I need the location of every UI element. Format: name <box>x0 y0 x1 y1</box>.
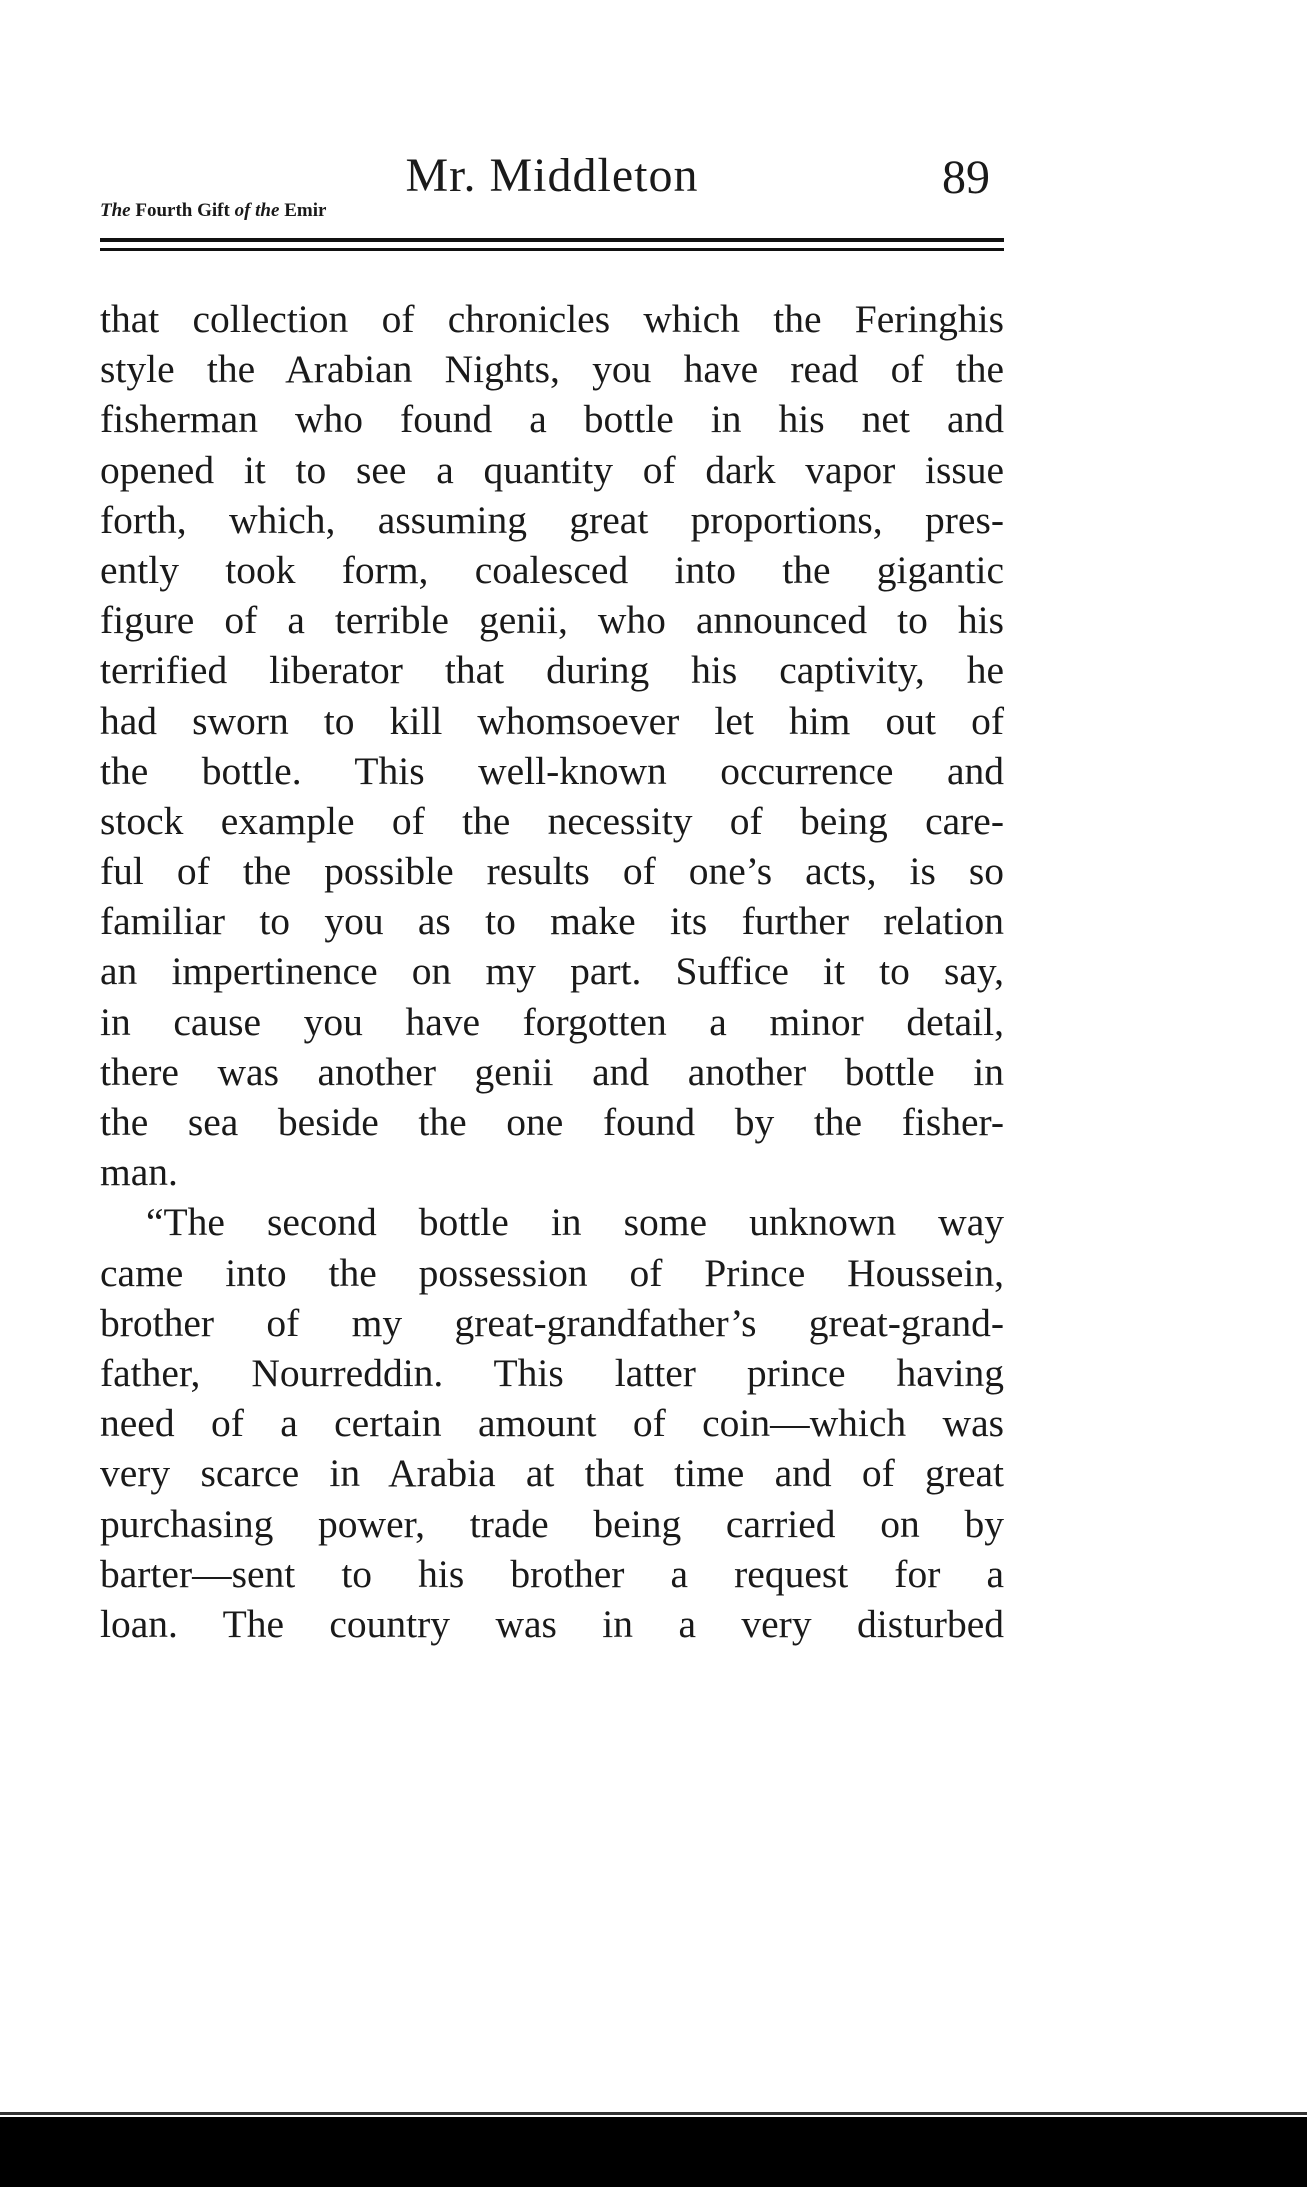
text-line: ently took form, coalesced into the gigantic <box>100 547 1004 592</box>
text-line: stock example of the necessity of being care- <box>100 798 1004 843</box>
header-rule-bottom <box>100 248 1004 251</box>
text-line: man. <box>100 1150 178 1195</box>
text-line: ful of the possible results of one’s acts, is so <box>100 849 1004 894</box>
text-line: terrified liberator that during his captivity, he <box>100 648 1004 693</box>
text-line: in cause you have forgotten a minor detail, <box>100 999 1004 1044</box>
page-number: 89 <box>942 151 990 204</box>
running-head <box>100 140 1004 220</box>
section-title <box>100 200 326 222</box>
text-line: brother of my great-grandfather’s great-grand- <box>100 1300 1004 1345</box>
text-line: opened it to see a quantity of dark vapor issue <box>100 447 1004 492</box>
scan-edge-rule <box>0 2112 1307 2115</box>
text-line: “The second bottle in some unknown way <box>146 1200 1004 1245</box>
header-rule-top <box>100 238 1004 242</box>
text-line: very scarce in Arabia at that time and of great <box>100 1451 1004 1496</box>
text-line: figure of a terrible genii, who announced to his <box>100 598 1004 643</box>
text-line: father, Nourreddin. This latter prince having <box>100 1350 1004 1395</box>
text-line: came into the possession of Prince Houssein, <box>100 1250 1004 1295</box>
section-title-of-the: of the <box>234 200 280 221</box>
section-title-the: The <box>100 200 131 221</box>
text-line: that collection of chronicles which the Feringhis <box>100 297 1004 341</box>
scan-bottom-edge <box>0 2117 1307 2187</box>
text-line: an impertinence on my part. Suffice it to say, <box>100 949 1004 994</box>
text-line: the sea beside the one found by the fisher- <box>100 1100 1004 1144</box>
text-line: familiar to you as to make its further relation <box>100 899 1004 944</box>
text-line: had sworn to kill whomsoever let him out of <box>100 698 1004 743</box>
text-line: purchasing power, trade being carried on by <box>100 1501 1004 1546</box>
text-line: forth, which, assuming great proportions, pres- <box>100 497 1004 542</box>
text-line: there was another genii and another bottle in <box>100 1049 1004 1094</box>
text-line: loan. The country was in a very disturbed <box>100 1601 1004 1646</box>
text-line: barter—sent to his brother a request for a <box>100 1551 1004 1596</box>
text-line: the bottle. This well-known occurrence and <box>100 748 1004 793</box>
section-title-emir: Emir <box>279 200 327 221</box>
text-line: style the Arabian Nights, you have read of the <box>100 347 1004 392</box>
book-title: Mr. Middleton <box>405 149 699 202</box>
text-line: need of a certain amount of coin—which was <box>100 1401 1004 1446</box>
section-title-fourth-gift: Fourth Gift <box>130 200 235 221</box>
body-text <box>100 294 1004 1649</box>
text-line: fisherman who found a bottle in his net and <box>100 397 1004 442</box>
